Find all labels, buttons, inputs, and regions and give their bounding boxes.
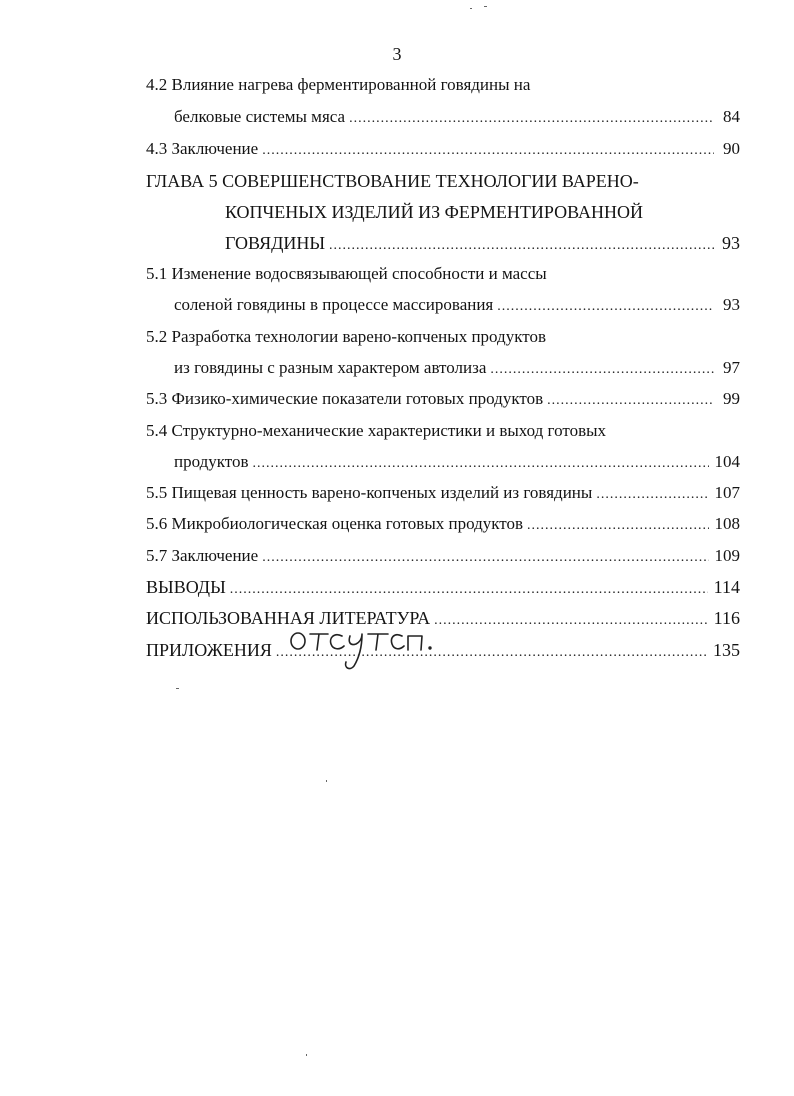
dot-leader xyxy=(253,452,709,476)
toc-section-heading: ИСПОЛЬЗОВАННАЯ ЛИТЕРАТУРА xyxy=(146,608,431,628)
dot-leader xyxy=(490,358,714,382)
toc-entry-text: 4.2 Влияние нагрева ферментированной говядины на xyxy=(146,75,531,94)
toc-line xyxy=(174,356,740,380)
toc-page-number: 109 xyxy=(714,546,740,565)
toc-line xyxy=(146,169,740,193)
toc-page-number: 93 xyxy=(722,233,740,253)
toc-page-number: 114 xyxy=(713,577,740,597)
toc-entry-text: продуктов xyxy=(174,452,249,471)
toc-line xyxy=(146,137,740,161)
toc-line xyxy=(225,200,740,224)
scan-speck xyxy=(306,1054,307,1056)
toc-entry-text: 4.3 Заключение xyxy=(146,139,259,158)
toc-line xyxy=(174,450,740,474)
dot-leader xyxy=(547,389,714,413)
toc-page-number: 108 xyxy=(714,514,740,533)
toc-page-number: 84 xyxy=(723,107,740,126)
toc-page-number: 99 xyxy=(723,389,740,408)
toc-entry-text: 5.3 Физико-химические показатели готовых продуктов xyxy=(146,389,544,408)
toc-entry-text: 5.5 Пищевая ценность варено-копченых изделий из говядины xyxy=(146,483,593,502)
scan-speck xyxy=(176,688,179,689)
dot-leader xyxy=(434,609,708,633)
dot-leader xyxy=(527,514,708,538)
dot-leader xyxy=(329,234,714,258)
toc-line xyxy=(146,262,740,286)
scan-speck xyxy=(484,6,487,7)
dot-leader xyxy=(230,578,708,602)
scan-speck xyxy=(470,8,472,9)
toc-page-number: 104 xyxy=(714,452,740,471)
toc-entry-text: 5.2 Разработка технологии варено-копченых продуктов xyxy=(146,327,546,346)
toc-line xyxy=(174,293,740,317)
toc-line xyxy=(146,481,740,505)
dot-leader xyxy=(349,107,714,131)
toc-page-number: 93 xyxy=(723,295,740,314)
toc-line xyxy=(146,387,740,411)
toc-line xyxy=(146,73,740,97)
dot-leader xyxy=(596,483,708,507)
toc-line xyxy=(146,544,740,568)
toc-chapter-heading: ГОВЯДИНЫ xyxy=(225,233,326,253)
toc-page-number: 116 xyxy=(713,608,740,628)
toc-section-heading: ПРИЛОЖЕНИЯ xyxy=(146,640,272,660)
toc-line xyxy=(146,512,740,536)
toc-entry-text: соленой говядины в процессе массирования xyxy=(174,295,494,314)
toc-section-heading: ВЫВОДЫ xyxy=(146,577,226,597)
toc-entry-text: 5.1 Изменение водосвязывающей способности и массы xyxy=(146,264,547,283)
toc-line xyxy=(146,575,740,599)
toc-entry-text: из говядины с разным характером автолиза xyxy=(174,358,487,377)
toc-line xyxy=(146,419,740,443)
handwritten-note xyxy=(284,626,444,672)
toc-entry-text: 5.7 Заключение xyxy=(146,546,259,565)
toc-page-number: 97 xyxy=(723,358,740,377)
dot-leader xyxy=(262,139,714,163)
dot-leader xyxy=(262,546,708,570)
toc-entry-text: 5.6 Микробиологическая оценка готовых продуктов xyxy=(146,514,524,533)
toc-entry-text: белковые системы мяса xyxy=(174,107,346,126)
toc-page-number: 90 xyxy=(723,139,740,158)
toc-page-number: 107 xyxy=(714,483,740,502)
toc-line xyxy=(146,325,740,349)
scan-speck xyxy=(326,780,327,782)
toc-entry-text: 5.4 Структурно-механические характеристики и выход готовых xyxy=(146,421,607,440)
toc-page-number: 135 xyxy=(713,640,740,660)
toc-chapter-heading: ГЛАВА 5 СОВЕРШЕНСТВОВАНИЕ ТЕХНОЛОГИИ ВАРЕНО- xyxy=(146,171,639,191)
toc-chapter-heading: КОПЧЕНЫХ ИЗДЕЛИЙ ИЗ ФЕРМЕНТИРОВАННОЙ xyxy=(225,202,643,222)
dot-leader xyxy=(497,295,714,319)
toc-line xyxy=(225,231,740,255)
toc-line xyxy=(174,105,740,129)
page-number: 3 xyxy=(392,44,402,64)
